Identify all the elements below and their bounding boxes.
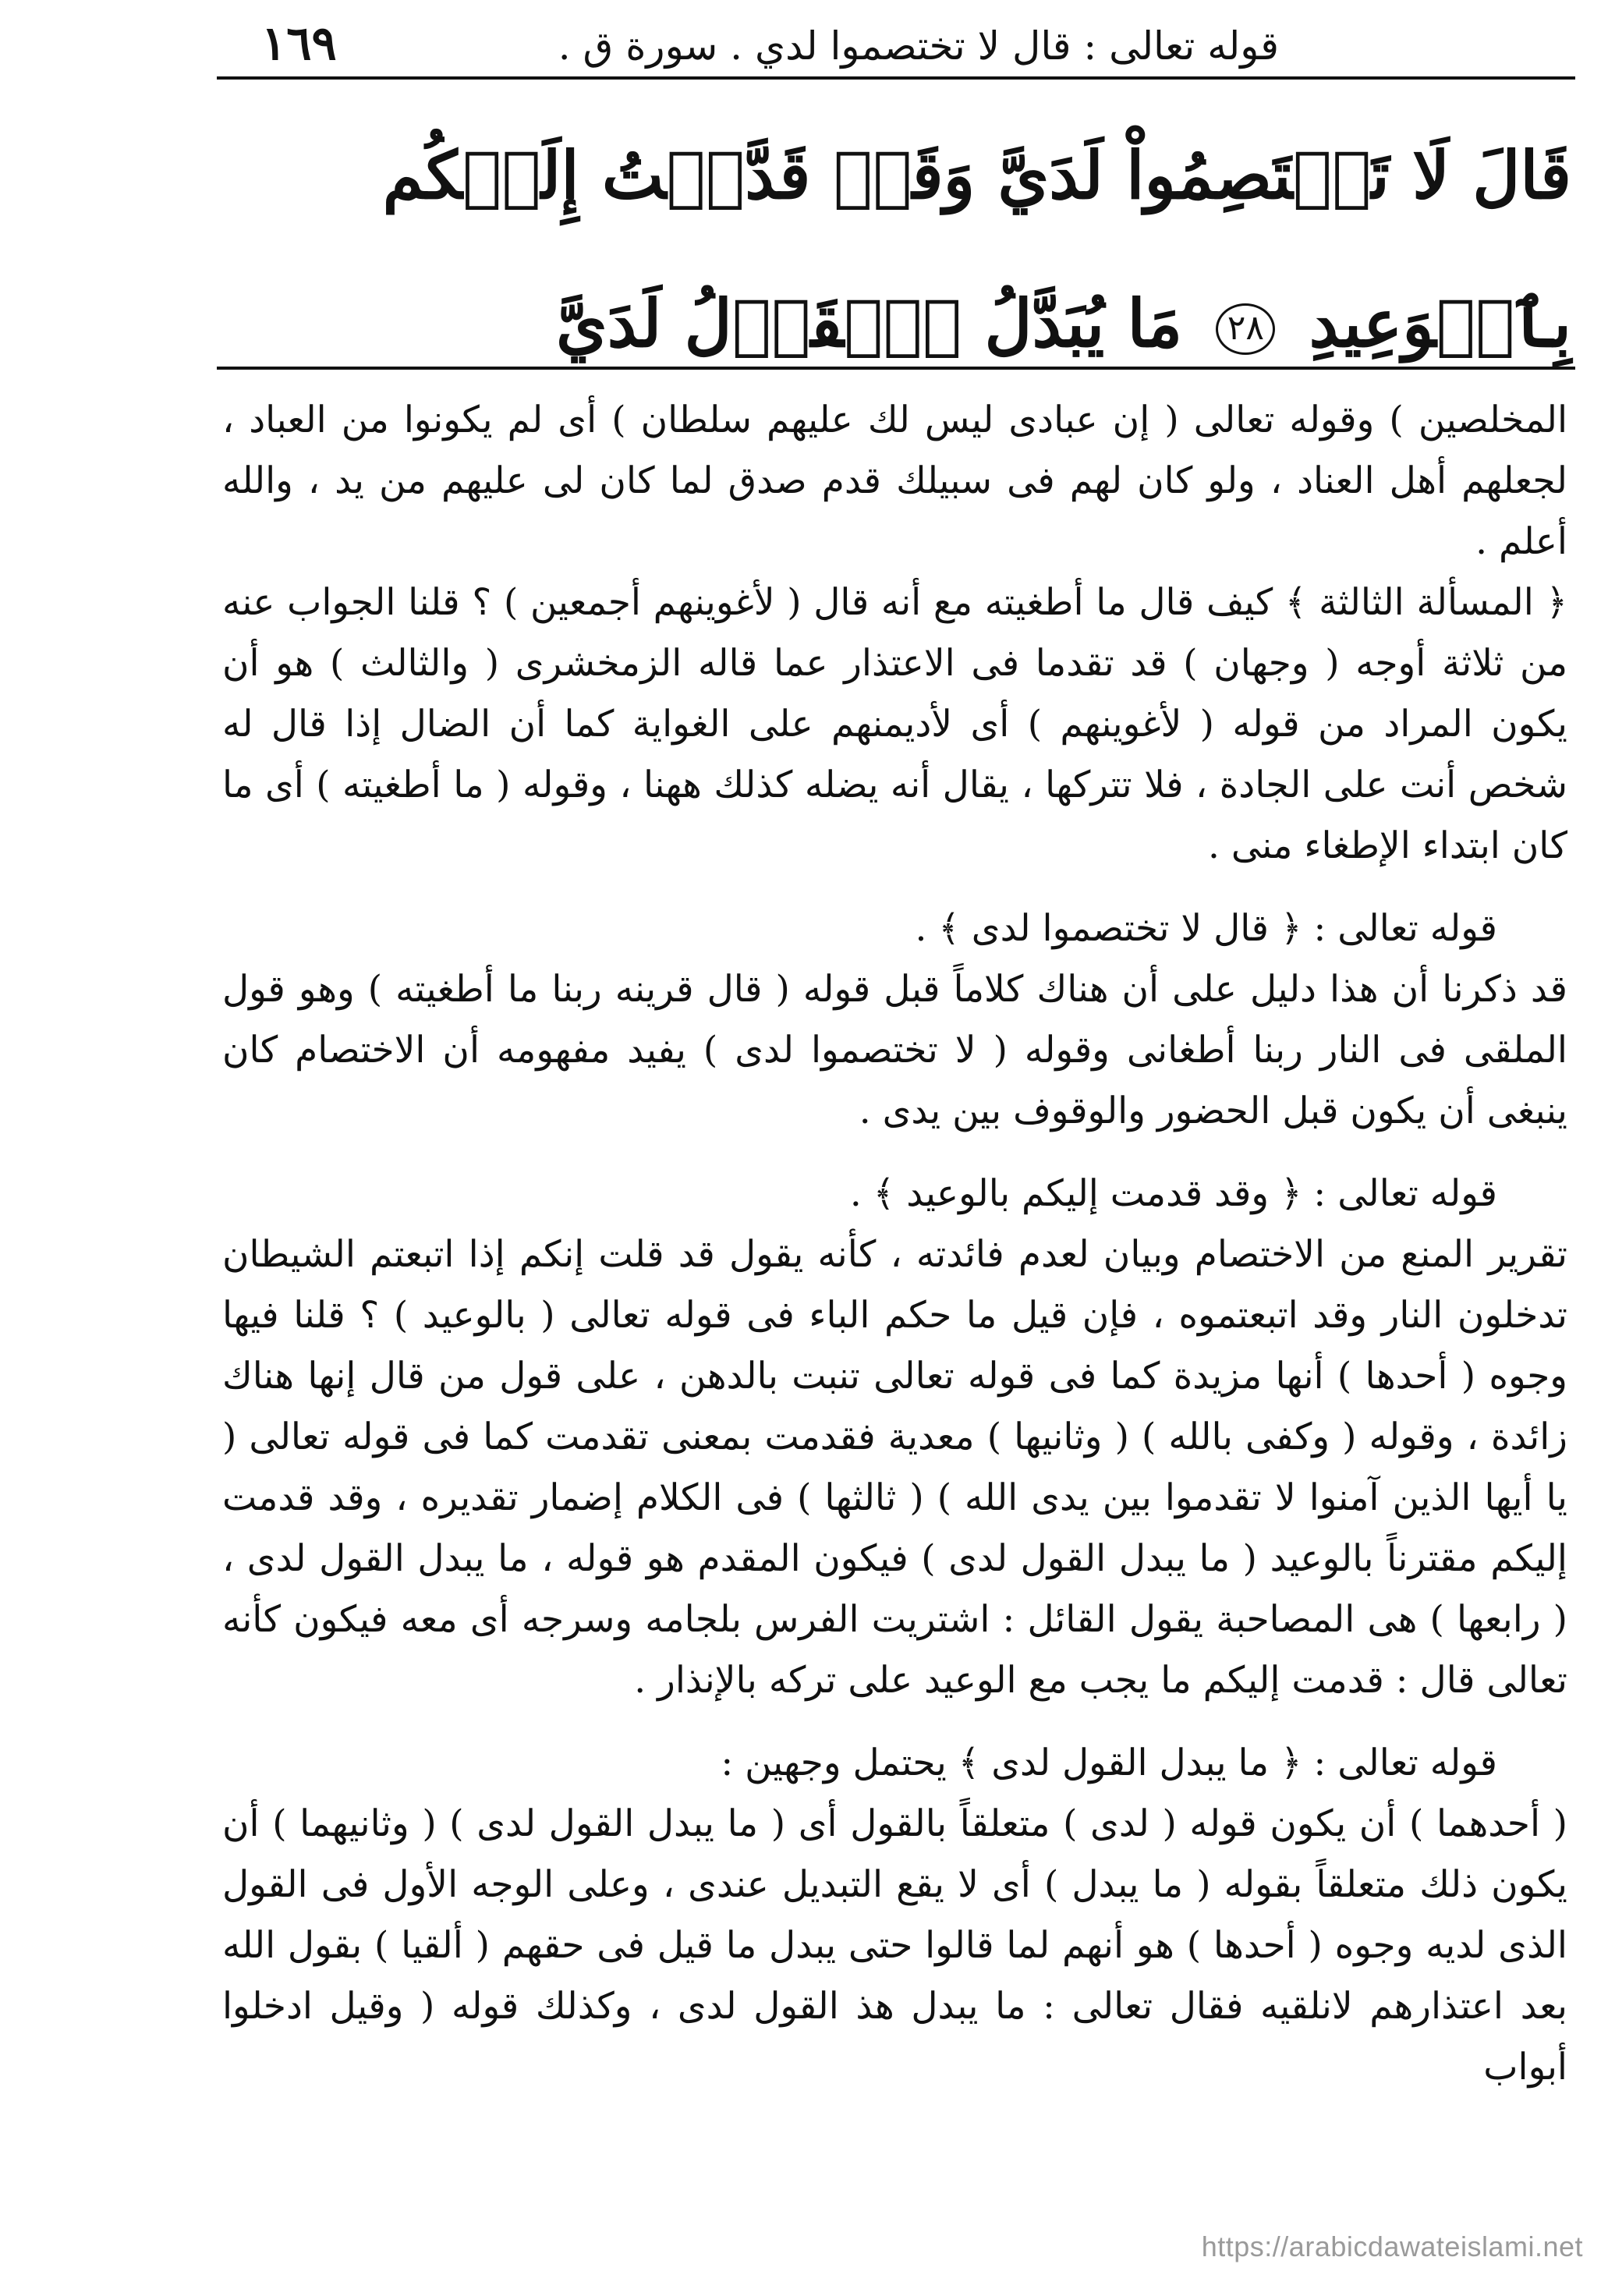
section-heading: قوله تعالى : ﴿ ما يبدل القول لدى ﴾ يحتمل وجهين : xyxy=(721,1741,1497,1784)
source-watermark: https://arabicdawateislami.net xyxy=(1201,2230,1583,2262)
page-header xyxy=(218,14,1608,76)
verse-text-part-1: قَالَ لَا تَخۡتَصِمُواْ لَدَيَّ وَقَدۡ قَدَّمۡتُ إِلَيۡكُم بِٱلۡوَعِيدِ xyxy=(382,136,1571,362)
header-rule xyxy=(217,76,1575,80)
verse-number: ٢٨ xyxy=(1216,303,1275,355)
paragraph: المخلصين ) وقوله تعالى ( إن عبادى ليس لك عليهم سلطان ) أى لم يكونوا من العباد ، لجعلهم أهل العناد ، ولو كان لهم فى سبيلك قدم صدق لما كان لى عليهم من يد ، والله أعلم . xyxy=(222,399,1567,563)
running-title: قوله تعالى : قال لا تختصموا لدي . سورة ق . xyxy=(558,23,1279,69)
section-heading: قوله تعالى : ﴿ قال لا تختصموا لدى ﴾ . xyxy=(915,907,1497,950)
section-heading: قوله تعالى : ﴿ وقد قدمت إليكم بالوعيد ﴾ . xyxy=(849,1172,1497,1215)
paragraph: قد ذكرنا أن هذا دليل على أن هناك كلاماً قبل قوله ( قال قرينه ربنا ما أطغيته ) وهو قول الملقى فى النار ربنا أطغانى وقوله ( لا تختصموا لدى ) يفيد مفهومه أن الاختصام كان ينبغى أن يكون قبل الحضور والوقوف بين يدى . xyxy=(222,968,1567,1132)
paragraph: ( أحدهما ) أن يكون قوله ( لدى ) متعلقاً بالقول أى ( ما يبدل القول لدى ) ( وثانيهما ) أن يكون ذلك متعلقاً بقوله ( ما يبدل ) أى لا يقع التبديل عندى ، وعلى الوجه الأول فى القول الذى لديه وجوه ( أحدها ) هو أنهم لما قالوا حتى يبدل ما قيل فى حقهم ( ألقيا ) بقول الله بعد اعتذارهم لانلقيه فقال تعالى : ما يبدل هذ القول لدى ، وكذلك قوله ( وقيل ادخلوا أبواب xyxy=(222,1802,1567,2089)
page-number: ١٦٩ xyxy=(261,16,337,71)
quran-verse xyxy=(230,101,1571,398)
paragraph: تقرير المنع من الاختصام وبيان لعدم فائدته ، كأنه يقول قد قلت إنكم إذا اتبعتم الشيطان تدخلون النار وقد اتبعتموه ، فإن قيل ما حكم الباء فى قوله تعالى ( بالوعيد ) ؟ قلنا فيها وجوه ( أحدها ) أنها مزيدة كما فى قوله تعالى تنبت بالدهن ، على قول من قال إنها هناك زائدة ، وقوله ( وكفى بالله ) ( وثانيها ) معدية فقدمت بمعنى تقدمت كما فى قوله تعالى ( يا أيها الذين آمنوا لا تقدموا بين يدى الله ) ( ثالثها ) فى الكلام إضمار تقديره ، وقد قدمت إليكم مقترناً بالوعيد ( ما يبدل القول لدى ) فيكون المقدم هو قوله ، ما يبدل القول لدى ، ( رابعها ) هى المصاحبة يقول القائل : اشتريت الفرس بلجامه وسرجه أى معه فيكون كأنه تعالى قال : قدمت إليكم ما يجب مع الوعيد على تركه بالإنذار . xyxy=(222,1233,1567,1702)
commentary-body xyxy=(222,390,1567,2098)
verse-text-part-2: مَا يُبَدَّلُ ٱلۡقَوۡلُ لَدَيَّ xyxy=(555,285,1183,362)
paragraph: ﴿ المسألة الثالثة ﴾ كيف قال ما أطغيته مع أنه قال ( لأغوينهم أجمعين ) ؟ قلنا الجواب عنه من ثلاثة أوجه ( وجهان ) قد تقدما فى الاعتذار عما قاله الزمخشرى ( والثالث ) هو أن يكون المراد من قوله ( لأغوينهم ) أى لأديمنهم على الغواية كما أن الضال إذا قال له شخص أنت على الجادة ، فلا تتركها ، يقال أنه يضله كذلك ههنا ، وقوله ( ما أطغيته ) أى ما كان ابتداء الإطغاء منى . xyxy=(222,581,1567,867)
verse-rule xyxy=(217,367,1575,370)
